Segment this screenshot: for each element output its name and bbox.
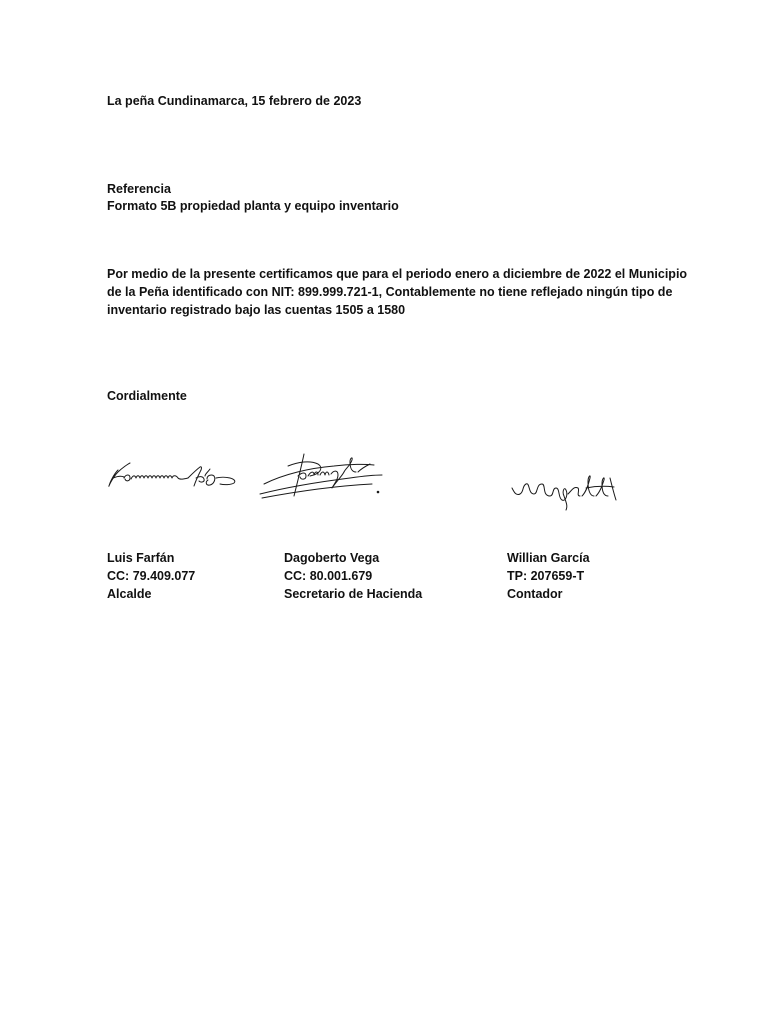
- paragraph-line: inventario registrado bajo las cuentas 1505 a 1580: [107, 303, 406, 317]
- paragraph-line: de la Peña identificado con NIT: 899.999.721-1, Contablemente no tiene reflejado ningún tipo de: [107, 285, 673, 299]
- signatory-name: Dagoberto Vega: [284, 551, 380, 565]
- signatory-accountant: [507, 549, 590, 603]
- signatory-id: TP: 207659-T: [507, 569, 585, 583]
- signatory-treasury-secretary: [284, 549, 422, 603]
- signatory-role: Alcalde: [107, 587, 152, 601]
- signatory-id: CC: 80.001.679: [284, 569, 373, 583]
- certification-paragraph: [107, 265, 688, 319]
- reference-label: Referencia: [107, 182, 171, 196]
- reference-subject: Formato 5B propiedad planta y equipo inventario: [107, 199, 399, 213]
- signatory-id: CC: 79.409.077: [107, 569, 196, 583]
- closing-salutation: Cordialmente: [107, 389, 187, 403]
- signatory-role: Contador: [507, 587, 563, 601]
- signatory-name: Luis Farfán: [107, 551, 175, 565]
- signatory-role: Secretario de Hacienda: [284, 587, 423, 601]
- signature-image-3: [506, 466, 626, 512]
- signatory-mayor: [107, 549, 195, 603]
- signatory-name: Willian García: [507, 551, 590, 565]
- signature-image-1: [104, 448, 244, 498]
- reference-block: [107, 180, 399, 214]
- paragraph-line: Por medio de la presente certificamos que para el periodo enero a diciembre de 2022 el Municipio: [107, 267, 688, 281]
- signature-image-2: [254, 446, 394, 506]
- place-and-date: La peña Cundinamarca, 15 febrero de 2023: [107, 94, 362, 108]
